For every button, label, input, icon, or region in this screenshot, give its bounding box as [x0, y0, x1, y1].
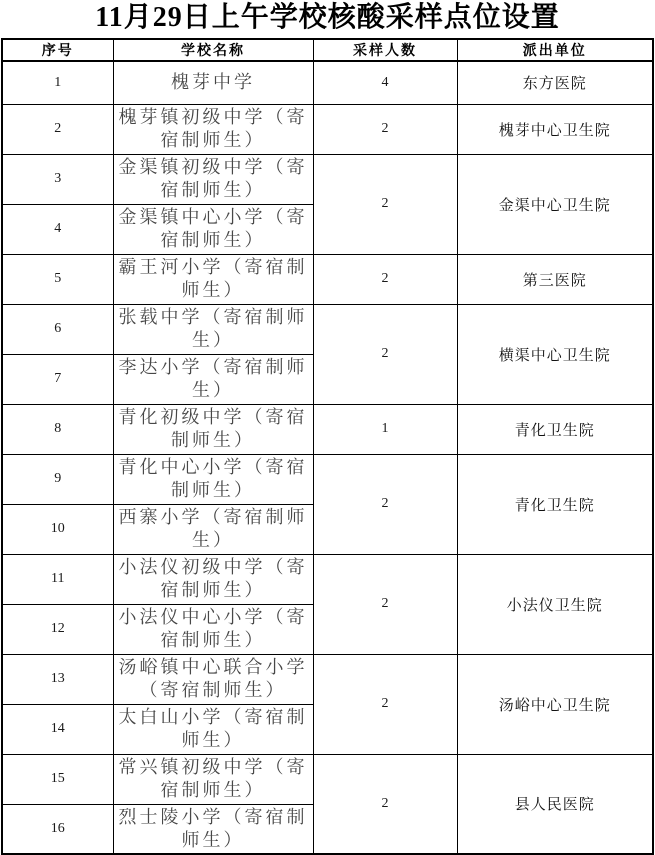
serial-cell: 16: [2, 804, 113, 854]
table-row: [2, 654, 653, 704]
header-row: [2, 39, 653, 61]
table-row: [2, 754, 653, 804]
school-name-cell: 青化初级中学（寄宿制师生）: [113, 404, 313, 454]
dispatch-unit-cell: 青化卫生院: [457, 404, 653, 454]
serial-cell: 3: [2, 154, 113, 204]
sampler-count-cell: 1: [313, 404, 457, 454]
sampler-count-cell: 2: [313, 104, 457, 154]
school-name-cell: 李达小学（寄宿制师生）: [113, 354, 313, 404]
serial-cell: 1: [2, 61, 113, 104]
serial-cell: 10: [2, 504, 113, 554]
table-header: [2, 39, 653, 61]
school-name-cell: 金渠镇中心小学（寄宿制师生）: [113, 204, 313, 254]
sampler-count-cell: 2: [313, 154, 457, 254]
serial-cell: 14: [2, 704, 113, 754]
school-name-cell: 小法仪初级中学（寄宿制师生）: [113, 554, 313, 604]
table-row: [2, 404, 653, 454]
table-row: [2, 304, 653, 354]
sampler-count-cell: 4: [313, 61, 457, 104]
school-name-cell: 小法仪中心小学（寄宿制师生）: [113, 604, 313, 654]
sampler-count-cell: 2: [313, 654, 457, 754]
serial-cell: 7: [2, 354, 113, 404]
page-title: 11月29日上午学校核酸采样点位设置: [95, 2, 560, 33]
serial-cell: 15: [2, 754, 113, 804]
serial-cell: 9: [2, 454, 113, 504]
header-dispatch-unit: 派出单位: [457, 39, 653, 61]
school-name-cell: 太白山小学（寄宿制师生）: [113, 704, 313, 754]
serial-cell: 5: [2, 254, 113, 304]
dispatch-unit-cell: 横渠中心卫生院: [457, 304, 653, 404]
table-body: [2, 61, 653, 854]
table-row: [2, 61, 653, 104]
school-name-cell: 常兴镇初级中学（寄宿制师生）: [113, 754, 313, 804]
serial-cell: 6: [2, 304, 113, 354]
serial-cell: 13: [2, 654, 113, 704]
serial-cell: 2: [2, 104, 113, 154]
table-row: [2, 254, 653, 304]
school-name-cell: 槐芽镇初级中学（寄宿制师生）: [113, 104, 313, 154]
header-school-name: 学校名称: [113, 39, 313, 61]
school-name-cell: 西寨小学（寄宿制师生）: [113, 504, 313, 554]
dispatch-unit-cell: 县人民医院: [457, 754, 653, 854]
sampler-count-cell: 2: [313, 254, 457, 304]
table-row: [2, 104, 653, 154]
table-row: [2, 454, 653, 504]
sampler-count-cell: 2: [313, 554, 457, 654]
school-name-cell: 霸王河小学（寄宿制师生）: [113, 254, 313, 304]
school-name-cell: 青化中心小学（寄宿制师生）: [113, 454, 313, 504]
serial-cell: 12: [2, 604, 113, 654]
header-sampler-count: 采样人数: [313, 39, 457, 61]
dispatch-unit-cell: 小法仪卫生院: [457, 554, 653, 654]
dispatch-unit-cell: 青化卫生院: [457, 454, 653, 554]
serial-cell: 4: [2, 204, 113, 254]
dispatch-unit-cell: 第三医院: [457, 254, 653, 304]
school-name-cell: 张载中学（寄宿制师生）: [113, 304, 313, 354]
school-name-cell: 烈士陵小学（寄宿制师生）: [113, 804, 313, 854]
dispatch-unit-cell: 槐芽中心卫生院: [457, 104, 653, 154]
dispatch-unit-cell: 汤峪中心卫生院: [457, 654, 653, 754]
sampler-count-cell: 2: [313, 754, 457, 854]
table-row: [2, 554, 653, 604]
school-name-cell: 槐芽中学: [113, 61, 313, 104]
sampling-table: [1, 38, 654, 855]
serial-cell: 11: [2, 554, 113, 604]
dispatch-unit-cell: 金渠中心卫生院: [457, 154, 653, 254]
table-row: [2, 154, 653, 204]
dispatch-unit-cell: 东方医院: [457, 61, 653, 104]
school-name-cell: 金渠镇初级中学（寄宿制师生）: [113, 154, 313, 204]
school-name-cell: 汤峪镇中心联合小学（寄宿制师生）: [113, 654, 313, 704]
header-serial: 序号: [2, 39, 113, 61]
sampler-count-cell: 2: [313, 454, 457, 554]
sampler-count-cell: 2: [313, 304, 457, 404]
serial-cell: 8: [2, 404, 113, 454]
